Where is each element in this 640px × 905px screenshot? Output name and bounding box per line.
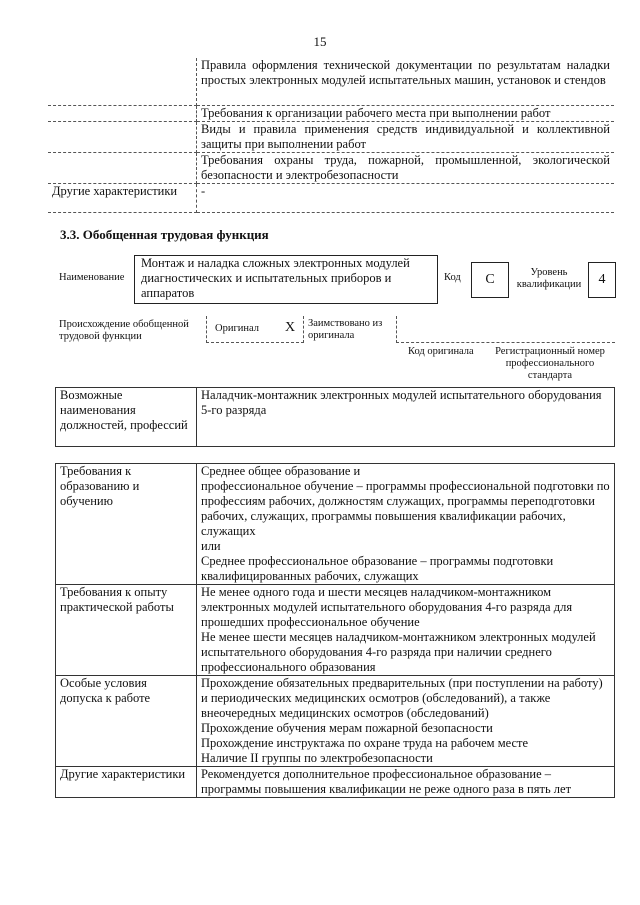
code-value: C: [471, 262, 509, 298]
table-row: [48, 184, 614, 213]
row-label: Требования к опыту практической работы: [56, 585, 197, 676]
code-label: Код: [444, 272, 461, 283]
origin-label: Происхождение обобщенной трудовой функции: [59, 319, 189, 342]
requirements-table: [55, 463, 615, 798]
table-row: [56, 676, 615, 767]
original-mark: X: [285, 320, 296, 335]
code-original-label: Код оригинала: [408, 346, 474, 357]
row-text: Рекомендуется дополнительное профессиональное образование – программы повышения квалификации не реже одного раза в пять лет: [201, 767, 572, 796]
row-text: Требования к организации рабочего места при выполнении работ: [201, 106, 551, 120]
row-label: [48, 122, 197, 153]
function-name: Монтаж и наладка сложных электронных модулей диагностических и испытательных приборов и аппаратов: [134, 255, 438, 304]
section-title: 3.3. Обобщенная трудовая функция: [60, 227, 269, 242]
table-row: [48, 106, 614, 122]
row-text: профессиональное обучение – программы профессиональной подготовки по профессиям рабочих, должностям служащих, программы переподготовки рабочих, служащих, программы повышения квалификации рабочих, служащих: [201, 479, 610, 538]
row-text: Прохождение обучения мерам пожарной безопасности: [201, 721, 493, 735]
level-label: Уровень квалификации: [516, 267, 582, 290]
original-label: Оригинал: [215, 323, 259, 334]
top-table: [48, 58, 614, 213]
table-row: [48, 122, 614, 153]
row-text: Не менее шести месяцев наладчиком-монтажником электронных модулей испытательного оборудования 4-го разряда при наличии среднего профессионального образования: [201, 630, 596, 674]
table-row: [56, 464, 615, 585]
row-text: Среднее профессиональное образование – программы подготовки квалифицированных рабочих, служащих: [201, 554, 554, 583]
row-label: [48, 106, 197, 122]
code-original-cell: [396, 316, 615, 343]
row-text: Виды и правила применения средств индивидуальной и коллективной защиты при выполнении работ: [201, 122, 610, 151]
table-row: [48, 58, 614, 106]
row-text: Не менее одного года и шести месяцев наладчиком-монтажником электронных модулей испытательного оборудования 4-го разряда для прошедших профессиональное обучение: [201, 585, 573, 629]
row-text: Прохождение инструктажа по охране труда на рабочем месте: [201, 736, 529, 750]
row-text: Требования охраны труда, пожарной, промышленной, экологической безопасности и электробезопасности: [201, 153, 610, 182]
level-value: 4: [588, 262, 616, 298]
table-row: [48, 153, 614, 184]
positions-table: [55, 387, 615, 447]
table-row: [56, 388, 615, 447]
row-label: Требования к образованию и обучению: [56, 464, 197, 585]
reg-number-label: Регистрационный номер профессионального стандарта: [495, 346, 605, 381]
row-text: Наличие II группы по электробезопасности: [201, 751, 433, 765]
row-label: [48, 58, 197, 106]
row-text: Правила оформления технической документации по результатам наладки простых электронных модулей испытательных машин, установок и стендов: [201, 58, 610, 87]
row-label: Другие характеристики: [48, 184, 197, 213]
row-label: Особые условия допуска к работе: [56, 676, 197, 767]
row-text: Среднее общее образование и: [201, 464, 361, 478]
original-cell: [206, 316, 304, 343]
row-label: [48, 153, 197, 184]
positions-label: Возможные наименования должностей, профессий: [56, 388, 197, 447]
row-text: или: [201, 539, 221, 553]
row-text: -: [201, 184, 206, 198]
page-number: 15: [313, 34, 327, 49]
positions-value: Наладчик-монтажник электронных модулей испытательного оборудования 5-го разряда: [197, 388, 615, 447]
borrowed-label: Заимствовано из оригинала: [308, 318, 383, 341]
name-label: Наименование: [59, 272, 125, 283]
table-row: [56, 585, 615, 676]
table-row: [56, 767, 615, 798]
row-label: Другие характеристики: [56, 767, 197, 798]
row-text: Прохождение обязательных предварительных (при поступлении на работу) и периодических медицинских осмотров (обследований), а также внеочередных медицинских осмотров (обследований): [201, 676, 603, 720]
